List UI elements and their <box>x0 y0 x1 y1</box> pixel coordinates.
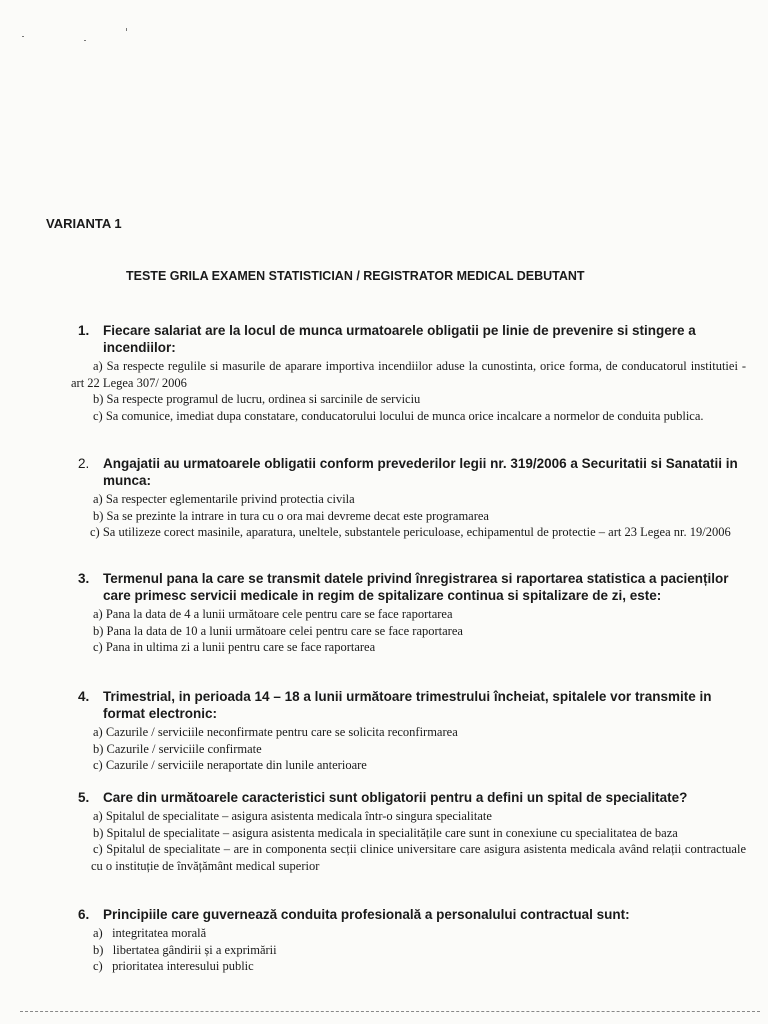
option-c: c) Pana in ultima zi a lunii pentru care se face raportarea <box>93 640 376 654</box>
question-heading <box>78 789 746 806</box>
question-text: Principiile care guvernează conduita profesională a personalului contractual sunt: <box>103 907 630 922</box>
option-b: b) Spitalul de specialitate – asigura asistenta medicala in specialitățile care sunt in conexiune cu specialitatea de baza <box>93 825 678 840</box>
option-c: c) Cazurile / serviciile neraportate din lunile anterioare <box>93 758 367 772</box>
question-heading <box>78 688 746 722</box>
option-a: a) Sa respecte regulile si masurile de aparare importiva incendiilor aduse la cunostinta, orice forma, de conducatorul institutiei - art 22 Legea 307/ 2006 <box>71 359 746 390</box>
option-a: a) Spitalul de specialitate – asigura asistenta medicala într-o singura specialitate <box>93 809 492 823</box>
question-number: 6. <box>78 907 90 922</box>
option-b: b) Cazurile / serviciile confirmate <box>93 741 262 756</box>
option-a: a) Pana la data de 4 a lunii următoare cele pentru care se face raportarea <box>93 607 453 621</box>
question-heading <box>78 455 746 489</box>
option-list <box>53 358 746 424</box>
document-title: TESTE GRILA EXAMEN STATISTICIAN / REGISTRATOR MEDICAL DEBUTANT <box>126 269 585 283</box>
option-list <box>53 808 746 874</box>
scan-speck <box>22 36 24 37</box>
variant-label: VARIANTA 1 <box>46 216 122 231</box>
question-6 <box>78 906 746 975</box>
page-bottom-edge <box>20 1011 760 1012</box>
option-b: b) Pana la data de 10 a lunii următoare celei pentru care se face raportarea <box>93 623 463 638</box>
option-list <box>53 724 746 774</box>
question-3 <box>78 570 746 656</box>
option-a: a) Sa respecter eglementarile privind protectia civila <box>93 492 355 506</box>
option-b: b) libertatea gândirii și a exprimării <box>93 942 277 957</box>
option-c: c) prioritatea interesului public <box>93 959 254 973</box>
question-text: Fiecare salariat are la locul de munca urmatoarele obligatii pe linie de prevenire si stingere a incendiilor: <box>103 323 696 355</box>
question-text: Angajatii au urmatoarele obligatii conform prevederilor legii nr. 319/2006 a Securitatii si Sanatatii in munca: <box>103 456 738 488</box>
option-c: c) Spitalul de specialitate – are in componenta secții clinice universitare care asigura asistenta medicala având relații contractuale cu o instituție de învățământ medical superior <box>91 842 746 873</box>
question-number: 5. <box>78 790 90 805</box>
option-c: c) Sa utilizeze corect masinile, aparatura, uneltele, substantele periculoase, echipamentul de protectie – art 23 Legea nr. 19/2006 <box>90 525 731 539</box>
question-number: 2. <box>78 456 90 471</box>
question-text: Termenul pana la care se transmit datele privind înregistrarea si raportarea statistica a pacienților care primesc servicii medicale in regim de spitalizare continua si spitalizare de zi, este: <box>103 571 729 603</box>
question-heading <box>78 322 746 356</box>
question-1 <box>71 322 746 424</box>
option-b: b) Sa respecte programul de lucru, ordinea si sarcinile de serviciu <box>93 392 421 406</box>
question-heading <box>78 570 746 604</box>
question-text: Care din următoarele caracteristici sunt obligatorii pentru a defini un spital de specialitate? <box>103 790 688 805</box>
option-a: a) Cazurile / serviciile neconfirmate pentru care se solicita reconfirmarea <box>93 725 458 739</box>
question-number: 3. <box>78 571 90 586</box>
option-c: c) Sa comunice, imediat dupa constatare, conducatorului locului de munca orice incalcare a normelor de conduita publica. <box>93 408 704 423</box>
scan-speck <box>84 40 86 41</box>
question-number: 4. <box>78 689 90 704</box>
question-heading <box>78 906 746 923</box>
question-5 <box>78 789 746 874</box>
option-list <box>53 606 746 656</box>
option-list <box>53 925 746 975</box>
question-4 <box>78 688 746 774</box>
question-2 <box>78 455 746 541</box>
question-text: Trimestrial, in perioada 14 – 18 a lunii următoare trimestrului încheiat, spitalele vor transmite in format electronic: <box>103 689 712 721</box>
option-b: b) Sa se prezinte la intrare in tura cu o ora mai devreme decat este programarea <box>93 508 489 523</box>
option-a: a) integritatea morală <box>93 926 207 940</box>
question-number: 1. <box>78 323 90 338</box>
scan-speck <box>126 28 127 31</box>
option-list <box>53 491 746 541</box>
